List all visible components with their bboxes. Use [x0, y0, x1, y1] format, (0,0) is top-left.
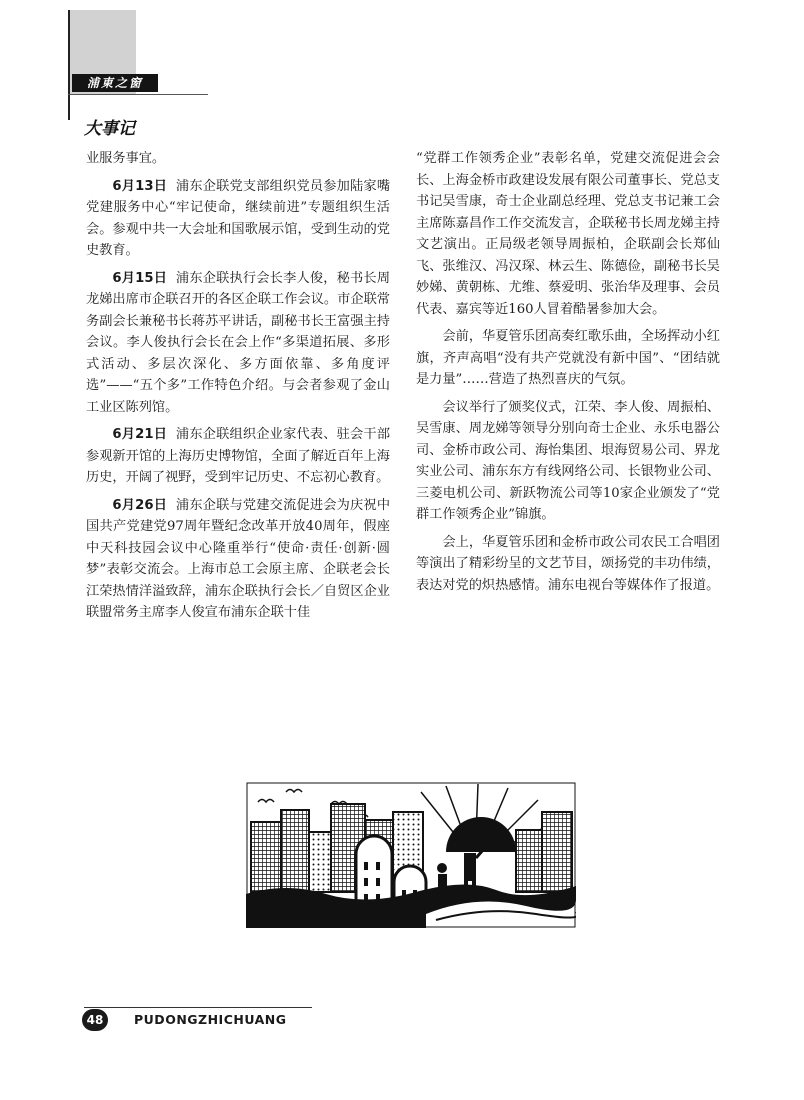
magazine-name: PUDONGZHICHUANG — [134, 1012, 287, 1027]
page-number-badge: 48 — [82, 1009, 108, 1031]
event-date: 6月26日 — [112, 497, 168, 513]
right-column — [416, 148, 720, 602]
event-date: 6月15日 — [112, 270, 168, 286]
left-column — [86, 148, 390, 630]
event-date: 6月21日 — [112, 427, 168, 442]
paragraph-text: 业服务事宜。 — [86, 151, 166, 166]
brand-banner: 浦東之窗 — [72, 74, 158, 92]
header-divider-vertical — [68, 10, 70, 120]
paragraph-text: 会议举行了颁奖仪式，江荣、李人俊、周振柏、吴雪康、周龙娣等领导分别向奇士企业、永乐电器公司、金桥市政公司、海怡集团、垠海贸易公司、界龙实业公司、浦东东方有线网络公司、长银物业公司、三菱电机公司、新跃物流公司等10家企业颁发了“党群工作领秀企业”锦旗。 — [416, 399, 720, 522]
paragraph — [416, 532, 720, 597]
paragraph-text: 会前，华夏管乐团高奏红歌乐曲，全场挥动小红旗，齐声高唱“没有共产党就没有新中国”、“团结就是力量”……营造了热烈喜庆的气氛。 — [416, 329, 720, 387]
paragraph — [416, 148, 720, 320]
paragraph — [86, 268, 390, 419]
paragraph-text: 浦东企联组织企业家代表、驻会干部参观新开馆的上海历史博物馆，全面了解近百年上海历史，开阔了视野，受到牢记历史、不忘初心教育。 — [86, 427, 391, 485]
footer-divider — [84, 1007, 312, 1008]
paragraph — [86, 148, 390, 170]
paragraph — [86, 176, 390, 262]
paragraph — [86, 495, 390, 624]
header-divider-horizontal — [68, 94, 208, 95]
event-date: 6月13日 — [112, 178, 168, 194]
paragraph — [416, 326, 720, 391]
paragraph-text: “党群工作领秀企业”表彰名单，党建交流促进会会长、上海金桥市政建设发展有限公司董事长、党总支书记吴雪康，奇士企业副总经理、党总支书记兼工会主席陈嘉昌作工作交流发言，企联秘书长周龙娣主持文艺演出。正局级老领导周振柏，企联副会长郑仙飞、张维汉、冯汉琛、林云生、陈德俭，副秘书长吴妙娣、黄朝栋、尤维、蔡爱明、张治华及理事、会员代表、嘉宾等近160人冒着酷暑参加大会。 — [416, 151, 720, 317]
paragraph-text: 会上，华夏管乐团和金桥市政公司农民工合唱团等演出了精彩纷呈的文艺节目，颂扬党的丰功伟绩，表达对党的炽热感情。浦东电视台等媒体作了报道。 — [416, 534, 720, 593]
section-title: 大事记 — [84, 119, 135, 139]
paragraph — [86, 424, 390, 489]
paragraph — [416, 397, 720, 526]
papercut-city-illustration-icon — [246, 782, 576, 928]
paragraph-text: 浦东企联与党建交流促进会为庆祝中国共产党建党97周年暨纪念改革开放40周年，假座中天科技园会议中心隆重举行“使命·责任·创新·圆梦”表彰交流会。上海市总工会原主席、企联老会长江荣热情洋溢致辞，浦东企联执行会长／自贸区企业联盟常务主席李人俊宣布浦东企联十佳 — [86, 497, 391, 620]
paragraph-text: 浦东企联党支部组织党员参加陆家嘴党建服务中心“牢记使命，继续前进”专题组织生活会。参观中共一大会址和国歌展示馆，受到生动的党史教育。 — [86, 178, 391, 258]
paragraph-text: 浦东企联执行会长李人俊，秘书长周龙娣出席市企联召开的各区企联工作会议。市企联常务副会长兼秘书长蒋苏平讲话，副秘书长王富强主持会议。李人俊执行会长在会上作“多渠道拓展、多形式活动、多层次深化、多方面依靠、多角度评选”——“五个多”工作特色介绍。与会者参观了金山工业区陈列馆。 — [86, 270, 391, 415]
